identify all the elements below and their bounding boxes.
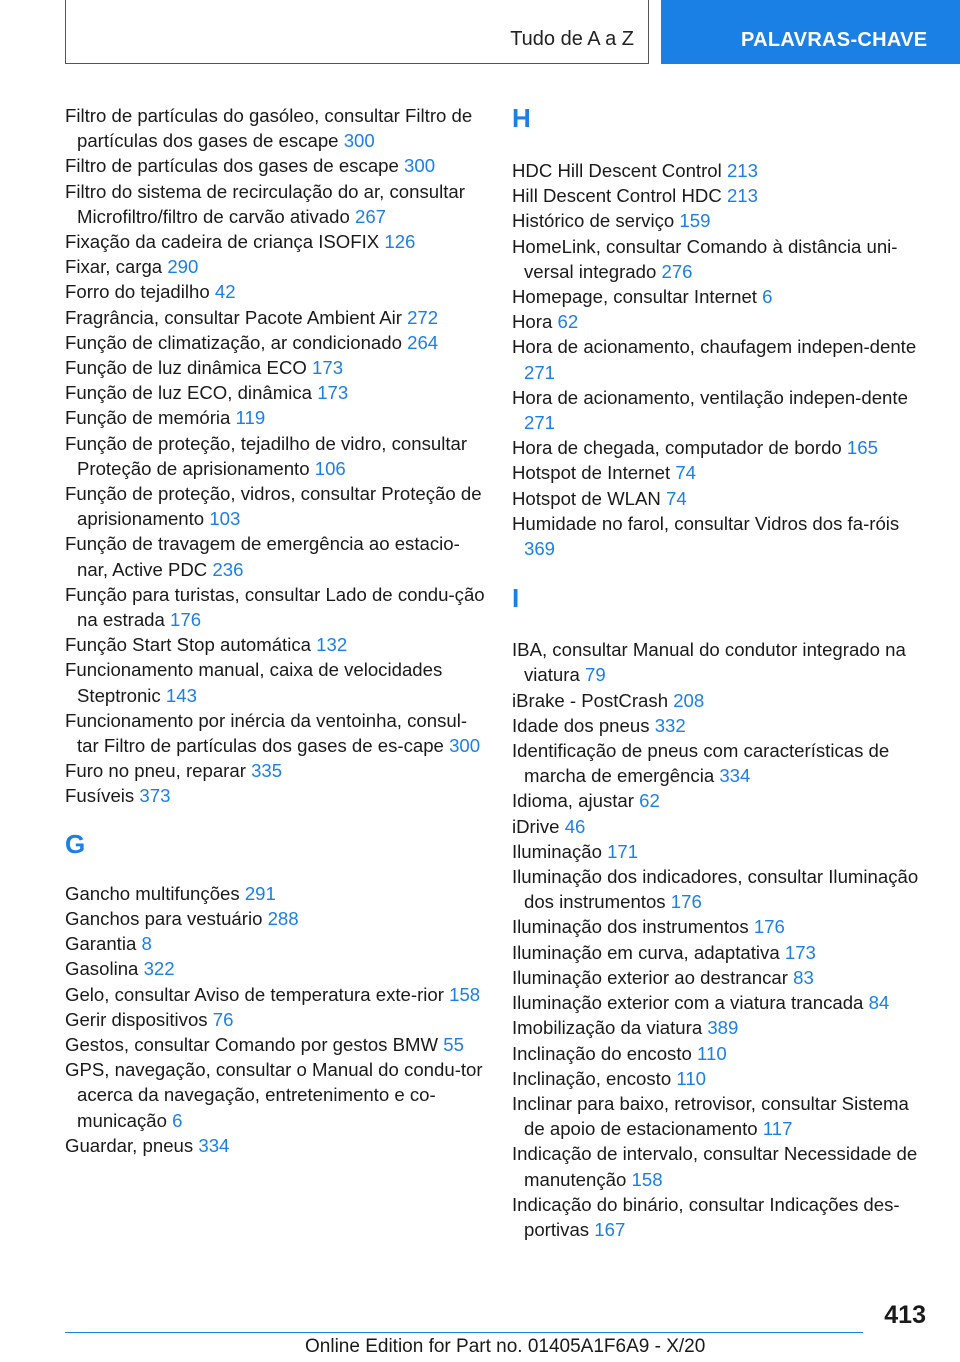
page-reference-link[interactable]: 373	[139, 785, 171, 807]
page-reference-link[interactable]: 300	[343, 130, 375, 152]
page-reference-link[interactable]: 264	[407, 331, 439, 353]
index-entry	[512, 814, 932, 839]
index-entry	[65, 1057, 485, 1133]
header-tab-label: Tudo de A a Z	[510, 28, 634, 50]
index-entry	[65, 355, 485, 380]
page-reference-link[interactable]: 159	[679, 210, 711, 232]
index-entry	[65, 783, 485, 808]
page-reference-link[interactable]: 117	[762, 1118, 793, 1140]
index-entry-text: Fixação da cadeira de criança ISOFIX	[65, 231, 380, 253]
page-reference-link[interactable]: 335	[251, 760, 283, 782]
page-reference-link[interactable]: 322	[143, 958, 175, 980]
page-reference-link[interactable]: 267	[355, 205, 387, 227]
index-entry-text: Ganchos para vestuário	[65, 907, 263, 929]
index-entry	[512, 965, 932, 990]
index-entry-text: Hora de chegada, computador de bordo	[512, 437, 842, 459]
index-entry	[512, 234, 932, 284]
page-reference-link[interactable]: 173	[312, 357, 344, 379]
page-reference-link[interactable]: 171	[607, 840, 639, 862]
index-entry-text: Inclinação, encosto	[512, 1067, 672, 1089]
index-entry-text: HomeLink, consultar Comando à distância uni-versal integrado	[512, 235, 898, 282]
index-entry	[512, 1192, 932, 1242]
page-reference-link[interactable]: 42	[214, 281, 236, 303]
page-reference-link[interactable]: 6	[762, 286, 773, 308]
index-entry-text: Gasolina	[65, 958, 139, 980]
index-entry-text: Iluminação exterior com a viatura trancada	[512, 992, 864, 1014]
index-entry	[512, 385, 932, 435]
index-entry	[65, 982, 485, 1007]
page-reference-link[interactable]: 62	[639, 790, 660, 812]
index-entry-text: Função de climatização, ar condicionado	[65, 331, 402, 353]
index-entry	[512, 511, 932, 561]
index-entry-text: Funcionamento por inércia da ventoinha, consul-tar Filtro de partículas dos gases de es-cape	[65, 709, 468, 757]
index-entry	[65, 431, 485, 481]
index-entry-text: Hora	[512, 311, 553, 333]
page-reference-link[interactable]: 173	[784, 941, 816, 963]
page-reference-link[interactable]: 208	[673, 689, 705, 711]
index-entry-text: Homepage, consultar Internet	[512, 286, 757, 308]
page-reference-link[interactable]: 167	[594, 1218, 626, 1240]
index-entry-text: Fragrância, consultar Pacote Ambient Air	[65, 306, 402, 328]
index-entry	[65, 1032, 485, 1057]
index-entry-text: Iluminação dos instrumentos	[512, 916, 749, 938]
page-reference-link[interactable]: 236	[212, 558, 244, 580]
index-entry	[65, 708, 485, 758]
page-reference-link[interactable]: 76	[212, 1008, 234, 1030]
index-entry-text: Idade dos pneus	[512, 714, 650, 736]
page-reference-link[interactable]: 213	[726, 160, 758, 181]
index-entry	[512, 486, 932, 511]
index-entry	[65, 956, 485, 981]
index-entry	[512, 1015, 932, 1040]
index-entry-text: Garantia	[65, 933, 137, 955]
index-entry	[65, 229, 485, 254]
page-reference-link[interactable]: 158	[449, 983, 481, 1005]
page-reference-link[interactable]: 173	[317, 382, 349, 404]
index-entry-text: Filtro de partículas dos gases de escape	[65, 155, 399, 177]
index-letter-heading: G	[65, 828, 86, 859]
index-entry-text: Função de proteção, tejadilho de vidro, consultar Proteção de aprisionamento	[65, 432, 468, 479]
index-entry	[65, 1007, 485, 1032]
index-entry-text: Funcionamento manual, caixa de velocidades Steptronic	[65, 659, 443, 706]
index-entry-text: Gestos, consultar Comando por gestos BMW	[65, 1033, 439, 1055]
index-entry-text: Identificação de pneus com características de marcha de emergência	[512, 740, 890, 787]
index-entry	[65, 758, 485, 783]
index-entry	[512, 208, 932, 233]
page-reference-link[interactable]: 272	[407, 306, 439, 328]
page-reference-link[interactable]: 176	[170, 609, 202, 631]
footer-edition-text: Online Edition for Part no. 01405A1F6A9 - X/20	[305, 1336, 706, 1357]
index-column-left	[65, 103, 485, 1158]
page-reference-link[interactable]: 334	[198, 1134, 230, 1156]
header-tab[interactable]	[65, 0, 649, 64]
index-entry	[65, 1133, 485, 1158]
index-entry-text: Guardar, pneus	[65, 1134, 194, 1156]
page-reference-link[interactable]: 62	[557, 311, 579, 333]
page-reference-link[interactable]: 83	[793, 966, 814, 988]
index-entry	[512, 738, 932, 788]
page-reference-link[interactable]: 332	[654, 714, 686, 736]
page-reference-link[interactable]: 176	[753, 916, 785, 938]
page-reference-link[interactable]: 126	[384, 231, 416, 253]
index-entry	[65, 582, 485, 632]
index-entry-text: IBA, consultar Manual do condutor integrado na viatura	[512, 639, 906, 686]
page-reference-link[interactable]: 158	[631, 1168, 663, 1190]
index-entry-text: Hora de acionamento, ventilação indepen-dente	[512, 386, 908, 408]
index-entry	[512, 334, 932, 384]
index-entry	[512, 788, 932, 813]
page-reference-link[interactable]: 290	[167, 256, 199, 278]
page-reference-link[interactable]: 106	[314, 457, 346, 479]
index-entry	[512, 1041, 932, 1066]
index-entry-text: Gancho multifunções	[65, 882, 240, 904]
index-entry-text: Iluminação em curva, adaptativa	[512, 941, 780, 963]
page-reference-link[interactable]: 119	[235, 407, 266, 429]
index-entry-text: Gerir dispositivos	[65, 1008, 208, 1030]
index-entry-text: Função para turistas, consultar Lado de condu-ção na estrada	[65, 583, 485, 631]
page-reference-link[interactable]: 213	[726, 185, 758, 207]
index-entry-text: Função de luz ECO, dinâmica	[65, 382, 313, 404]
page-reference-link[interactable]: 84	[868, 992, 890, 1014]
index-entry-text: GPS, navegação, consultar o Manual do condu-tor acerca da navegação, entretenimento e co-municação	[65, 1059, 483, 1131]
page-reference-link[interactable]: 79	[584, 664, 606, 686]
index-entry	[65, 305, 485, 330]
page-reference-link[interactable]: 74	[666, 487, 687, 509]
page-reference-link[interactable]: 271	[524, 361, 556, 383]
index-entry-text: Hotspot de WLAN	[512, 487, 661, 509]
page-reference-link[interactable]: 46	[564, 815, 586, 837]
index-entry-text: HDC Hill Descent Control	[512, 160, 722, 181]
page-reference-link[interactable]: 55	[443, 1033, 464, 1055]
index-entry-text: Filtro do sistema de recirculação do ar, consultar Microfiltro/filtro de carvão ativado	[65, 180, 465, 227]
index-letter-heading: I	[512, 583, 520, 614]
index-entry-text: iBrake - PostCrash	[512, 689, 669, 711]
page-reference-link[interactable]: 143	[165, 684, 197, 706]
index-column-right	[512, 103, 932, 1242]
index-entry	[512, 940, 932, 965]
page-reference-link[interactable]: 300	[404, 155, 436, 177]
page-reference-link[interactable]: 389	[707, 1017, 739, 1039]
index-entry	[512, 460, 932, 485]
index-entry-text: Função de travagem de emergência ao estacio-nar, Active PDC	[65, 533, 460, 580]
page-reference-link[interactable]: 165	[846, 437, 878, 459]
index-entry-text: Indicação do binário, consultar Indicações des-portivas	[512, 1193, 900, 1240]
index-entry	[65, 531, 485, 581]
index-entry	[65, 657, 485, 707]
page-reference-link[interactable]: 276	[661, 260, 693, 282]
index-entry	[65, 481, 485, 531]
index-entry	[65, 906, 485, 931]
index-entry	[512, 435, 932, 460]
index-entry-text: Iluminação dos indicadores, consultar Iluminação dos instrumentos	[512, 866, 919, 913]
page-reference-link[interactable]: 103	[209, 508, 241, 530]
page-number: 413	[884, 1301, 926, 1329]
page-reference-link[interactable]: 271	[524, 412, 556, 434]
index-entry-text: Humidade no farol, consultar Vidros dos fa-róis	[512, 512, 900, 534]
index-entry-text: Hora de acionamento, chaufagem indepen-dente	[512, 336, 917, 358]
index-entry-text: Hotspot de Internet	[512, 462, 671, 484]
index-entry	[65, 153, 485, 178]
index-entry-text: Hill Descent Control HDC	[512, 185, 722, 207]
index-entry-text: Imobilização da viatura	[512, 1017, 703, 1039]
index-entry-text: Gelo, consultar Aviso de temperatura exte-rior	[65, 983, 444, 1005]
page-reference-link[interactable]: 110	[697, 1042, 727, 1064]
page-reference-link[interactable]: 334	[719, 765, 751, 787]
index-entry-text: Função Start Stop automática	[65, 634, 311, 656]
page-reference-link[interactable]: 6	[172, 1109, 183, 1131]
index-entry-text: Furo no pneu, reparar	[65, 760, 246, 782]
header-active-section[interactable]: PALAVRAS-CHAVE	[661, 0, 960, 64]
index-entry	[512, 1066, 932, 1091]
index-entry	[512, 158, 932, 183]
index-entry	[65, 279, 485, 304]
index-entry-text: Idioma, ajustar	[512, 790, 634, 812]
index-entry	[512, 637, 932, 687]
page-reference-link[interactable]: 176	[670, 891, 702, 913]
index-entry-text: Filtro de partículas do gasóleo, consultar Filtro de partículas dos gases de escape	[65, 105, 473, 152]
index-entry-text: Fusíveis	[65, 785, 135, 807]
index-entry	[65, 330, 485, 355]
index-entry	[65, 405, 485, 430]
index-entry-text: Forro do tejadilho	[65, 281, 210, 303]
index-entry-text: Iluminação exterior ao destrancar	[512, 966, 788, 988]
index-entry	[512, 284, 932, 309]
index-entry-text: Função de proteção, vidros, consultar Proteção de aprisionamento	[65, 483, 482, 530]
index-entry	[512, 914, 932, 939]
index-entry	[512, 990, 932, 1015]
index-entry	[512, 839, 932, 864]
index-entry-text: Inclinar para baixo, retrovisor, consultar Sistema de apoio de estacionamento	[512, 1092, 909, 1140]
page-reference-link[interactable]: 74	[675, 462, 697, 484]
page-reference-link[interactable]: 369	[524, 538, 556, 560]
index-entry-text: Iluminação	[512, 840, 602, 862]
index-entry	[65, 103, 485, 153]
page-reference-link[interactable]: 300	[449, 735, 481, 757]
index-entry	[65, 931, 485, 956]
index-entry-text: Função de memória	[65, 407, 231, 429]
index-entry	[65, 380, 485, 405]
page-reference-link[interactable]: 8	[141, 933, 152, 955]
page-reference-link[interactable]: 291	[244, 882, 276, 904]
page-reference-link[interactable]: 110	[676, 1067, 707, 1089]
index-entry	[512, 1141, 932, 1191]
index-entry	[512, 713, 932, 738]
index-entry	[65, 881, 485, 906]
index-entry	[512, 688, 932, 713]
index-entry	[512, 864, 932, 914]
index-entry	[512, 183, 932, 208]
index-entry	[65, 179, 485, 229]
index-entry	[65, 254, 485, 279]
index-entry-text: Fixar, carga	[65, 256, 163, 278]
index-entry-text: Inclinação do encosto	[512, 1042, 692, 1064]
index-letter-heading: H	[512, 103, 531, 133]
index-entry	[512, 309, 932, 334]
page-reference-link[interactable]: 132	[316, 634, 348, 656]
index-entry-text: Indicação de intervalo, consultar Necessidade de manutenção	[512, 1143, 918, 1190]
index-entry	[512, 1091, 932, 1141]
index-entry-text: iDrive	[512, 815, 560, 837]
index-entry-text: Função de luz dinâmica ECO	[65, 357, 307, 379]
index-entry-text: Histórico de serviço	[512, 210, 675, 232]
index-entry	[65, 632, 485, 657]
page-reference-link[interactable]: 288	[267, 907, 299, 929]
footer-divider	[65, 1332, 863, 1333]
